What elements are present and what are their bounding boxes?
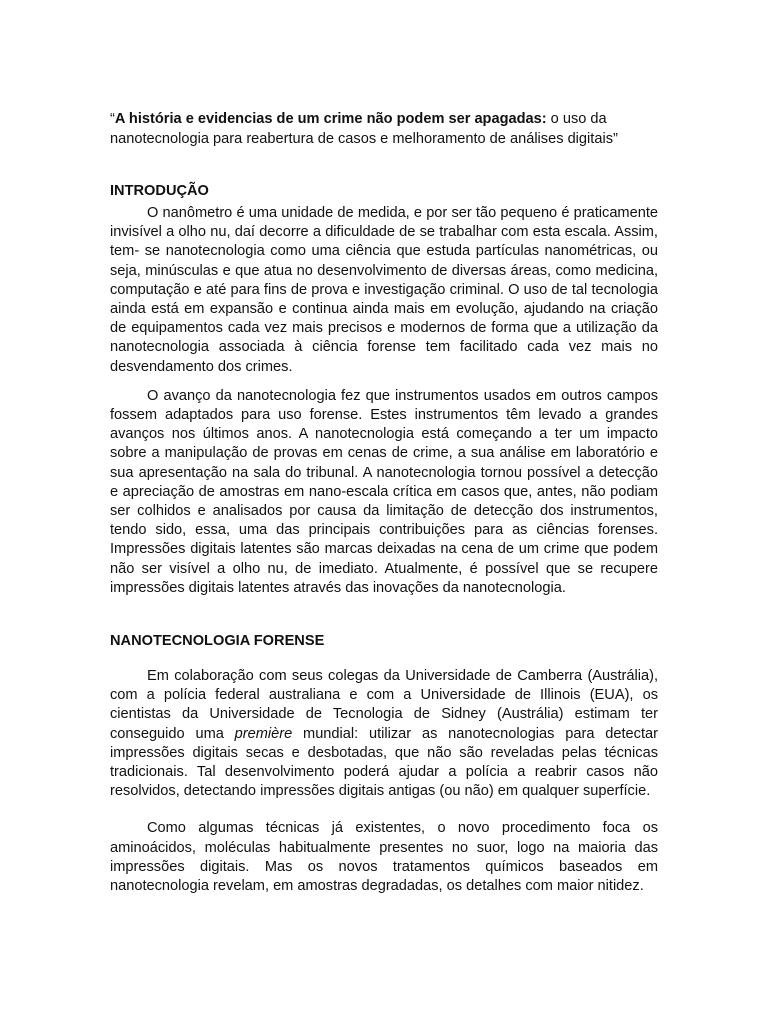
section-heading-introducao: INTRODUÇÃO [110, 183, 209, 199]
document-body [110, 109, 658, 896]
title-bold-part: A história e evidencias de um crime não podem ser apagadas: [114, 111, 547, 127]
title-open-quote: “ [110, 111, 115, 127]
italic-term: première [234, 725, 293, 742]
title-rest: o uso da nanotecnologia para reabertura de casos e melhoramento de análises digitais” [110, 111, 618, 147]
document-title [110, 109, 658, 149]
paragraph: Como algumas técnicas já existentes, o novo procedimento foca os aminoácidos, moléculas habitualmente presentes no suor, logo na maioria das impressões digitais. Mas os novos tratamentos químicos baseados em nanotecnologia revelam, em amostras degradadas, os detalhes com maior nitidez. [110, 820, 658, 895]
section-heading-nanotecnologia-forense: NANOTECNOLOGIA FORENSE [110, 633, 325, 650]
paragraph-text: Em colaboração com seus colegas da Universidade de Camberra (Austrália), com a polícia federal australiana e com a Universidade de Illinois (EUA), os cientistas da Universidade de Tecnologia de Sidney (Austrália) estimam ter conseguido uma [110, 668, 658, 742]
paragraph: O nanômetro é uma unidade de medida, e por ser tão pequeno é praticamente invisível a olho nu, daí decorre a dificuldade de se trabalhar com esta escala. Assim, tem- se nanotecnologia como uma ciência que estuda partículas nanométricas, ou seja, minúsculas e que atua no desenvolvimento de diversas áreas, como medicina, computação e até para fins de prova e investigação criminal. O uso de tal tecnologia ainda está em expansão e continua ainda mais em evolução, ajudando na criação de equipamentos cada vez mais precisos e modernos de forma que a utilização da nanotecnologia associada à ciência forense tem facilitado cada vez mais no desvendamento dos crimes. [110, 205, 658, 375]
paragraph: O avanço da nanotecnologia fez que instrumentos usados em outros campos fossem adaptados para uso forense. Estes instrumentos têm levado a grandes avanços nos últimos anos. A nanotecnologia está começando a ter um impacto sobre a manipulação de provas em cenas de crime, a sua análise em laboratório e sua apresentação na sala do tribunal. A nanotecnologia tornou possível a detecção e apreciação de amostras em nano-escala crítica em casos que, antes, não podiam ser colhidos e analisados por causa da limitação de detecção dos instrumentos, tendo sido, essa, uma das principais contribuições para as ciências forenses. Impressões digitais latentes são marcas deixadas na cena de um crime que podem não ser visível a olho nu, de imediato. Atualmente, é possível que se recupere impressões digitais latentes através das inovações da nanotecnologia. [110, 387, 658, 596]
paragraph [110, 667, 658, 801]
paragraph-text: mundial: utilizar as nanotecnologias para detectar impressões digitais secas e desbotadas, que não são reveladas pelas técnicas tradicionais. Tal desenvolvimento poderá ajudar a polícia a reabrir casos não resolvidos, detectando impressões digitais antigas (ou não) em qualquer superfície. [110, 725, 658, 800]
